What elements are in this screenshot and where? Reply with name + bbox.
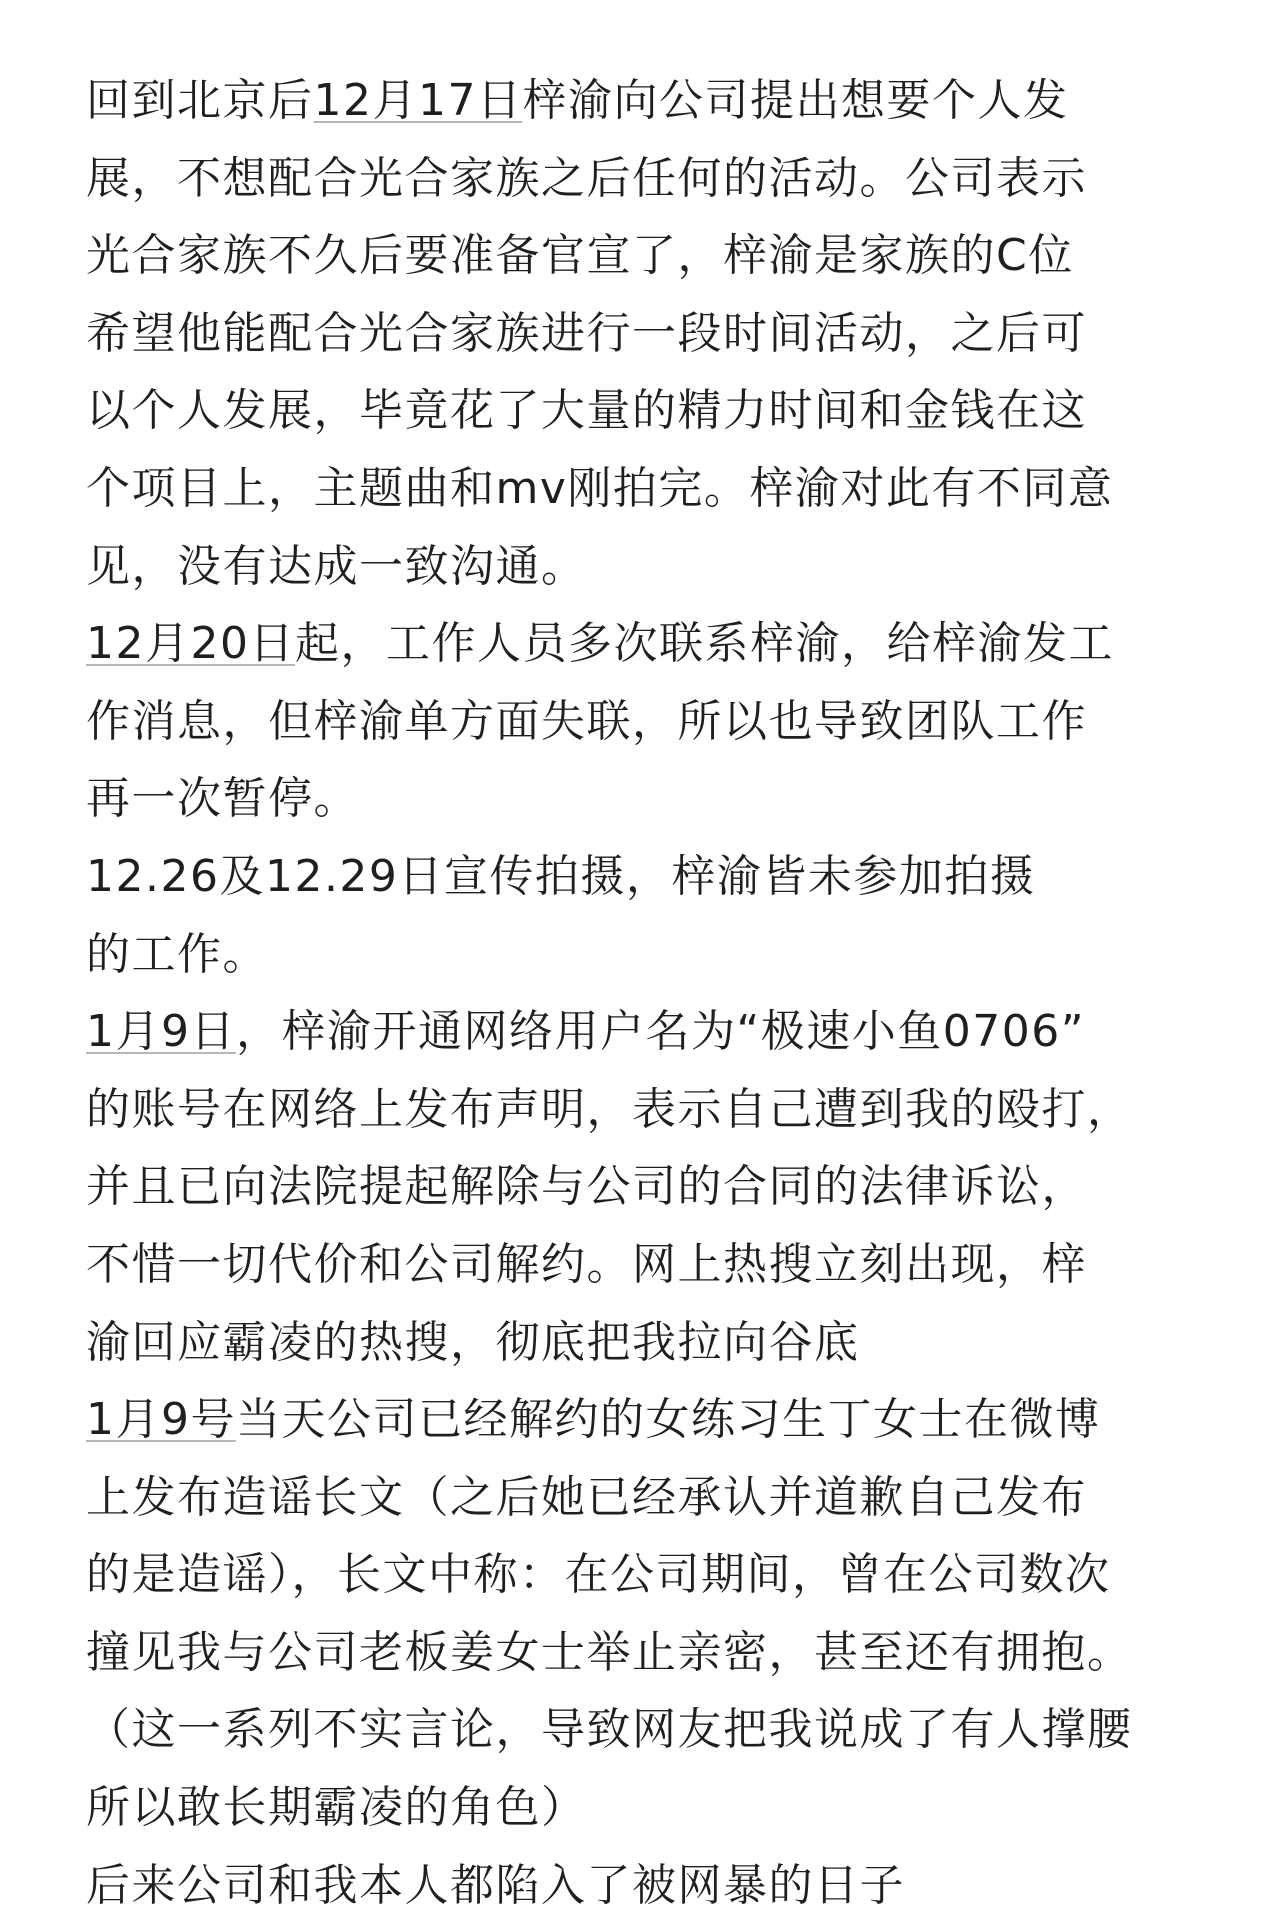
text-line [86,1459,1226,1537]
text-segment: 12.26及12.29日宣传拍摄，梓渝皆未参加拍摄 [86,850,1036,902]
text-segment: 希望他能配合光合家族进行一段时间活动，之后可 [86,307,1087,359]
text-segment: 作消息，但梓渝单方面失联，所以也导致团队工作 [86,695,1087,747]
text-segment: 展，不想配合光合家族之后任何的活动。公司表示 [86,152,1087,204]
text-segment: 后来公司和我本人都陷入了被网暴的日子 [86,1859,905,1911]
text-segment: 并且已向法院提起解除与公司的合同的法律诉讼， [86,1161,1087,1213]
text-segment: 的是造谣），长文中称：在公司期间，曾在公司数次 [86,1549,1111,1601]
underlined-date: 12月20日 [86,618,295,670]
underlined-date: 1月9号 [86,1394,236,1446]
text-segment: 见，没有达成一致沟通。 [86,540,587,592]
text-segment: 当天公司已经解约的女练习生丁女士在微博 [236,1394,1101,1446]
text-line [86,140,1226,218]
text-line [86,1536,1226,1614]
text-line [86,1226,1226,1304]
underlined-date: 1月9日 [86,1006,236,1058]
text-segment: 的账号在网络上发布声明，表示自己遭到我的殴打， [86,1083,1133,1135]
text-line [86,62,1226,140]
text-segment: 不惜一切代价和公司解约。网上热搜立刻出现，梓 [86,1238,1087,1290]
text-line [86,1614,1226,1692]
text-segment: 再一次暂停。 [86,773,359,825]
text-segment: 以个人发展，毕竟花了大量的精力时间和金钱在这 [86,385,1087,437]
text-line [86,760,1226,838]
text-line [86,1769,1226,1847]
text-line [86,1304,1226,1382]
text-segment: 渝回应霸凌的热搜，彻底把我拉向谷底 [86,1316,860,1368]
text-segment: 撞见我与公司老板姜女士举止亲密，甚至还有拥抱。 [86,1626,1133,1678]
text-line [86,838,1226,916]
text-segment: 所以敢长期霸凌的角色） [86,1782,587,1834]
text-line [86,295,1226,373]
text-line [86,605,1226,683]
text-line [86,528,1226,606]
text-line [86,916,1226,994]
text-line [86,372,1226,450]
text-segment: 的工作。 [86,928,268,980]
text-segment: 光合家族不久后要准备官宣了，梓渝是家族的C位 [86,230,1074,282]
text-segment: ，梓渝开通网络用户名为“极速小鱼0706” [236,1006,1086,1058]
text-line [86,450,1226,528]
text-segment: 梓渝向公司提出想要个人发 [522,75,1069,126]
text-segment: 个项目上，主题曲和mv刚拍完。梓渝对此有不同意 [86,462,1114,514]
text-segment: 起，工作人员多次联系梓渝，给梓渝发工 [294,618,1114,670]
text-line [86,1148,1226,1226]
document-body [86,62,1226,1924]
text-line [86,683,1226,761]
text-line [86,993,1226,1071]
text-segment: （这一系列不实言论，导致网友把我说成了有人撑腰 [86,1704,1133,1756]
text-line [86,1691,1226,1769]
text-line [86,1381,1226,1459]
text-line [86,1071,1226,1149]
text-segment: 回到北京后 [86,75,314,126]
text-line [86,217,1226,295]
text-segment: 上发布造谣长文（之后她已经承认并道歉自己发布 [86,1471,1087,1523]
underlined-date: 12月17日 [313,75,523,126]
text-line [86,1847,1226,1924]
